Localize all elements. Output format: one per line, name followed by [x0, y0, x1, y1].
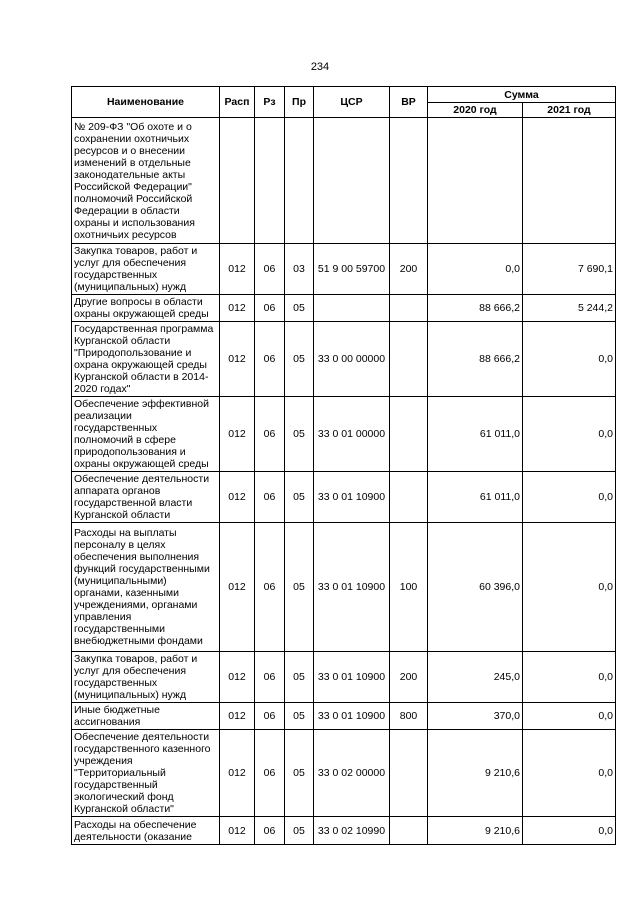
header-2021: 2021 год: [523, 103, 616, 118]
cell-name: Обеспечение деятельности аппарата органов государственной власти Курганской области: [72, 472, 220, 523]
cell-pr: 05: [285, 397, 314, 472]
header-pr: Пр: [285, 87, 314, 118]
cell-name: Обеспечение эффективной реализации государственных полномочий в сфере природопользования и охраны окружающей среды: [72, 397, 220, 472]
cell-rz: 06: [255, 523, 285, 652]
cell-rz: 06: [255, 817, 285, 845]
cell-rasp: [220, 118, 255, 244]
cell-csr: 33 0 00 00000: [314, 322, 390, 397]
cell-rasp: 012: [220, 244, 255, 295]
cell-vr: 200: [390, 244, 428, 295]
cell-pr: 03: [285, 244, 314, 295]
cell-vr: [390, 322, 428, 397]
page-number: 234: [310, 61, 330, 73]
cell-vr: 100: [390, 523, 428, 652]
cell-name: Закупка товаров, работ и услуг для обеспечения государственных (муниципальных) нужд: [72, 652, 220, 703]
cell-y2020: 60 396,0: [428, 523, 523, 652]
cell-vr: [390, 730, 428, 817]
header-rz: Рз: [255, 87, 285, 118]
cell-vr: 800: [390, 703, 428, 730]
cell-rasp: 012: [220, 817, 255, 845]
cell-csr: 33 0 01 10900: [314, 652, 390, 703]
cell-y2021: 0,0: [523, 472, 616, 523]
cell-name: Закупка товаров, работ и услуг для обеспечения государственных (муниципальных) нужд: [72, 244, 220, 295]
cell-y2021: 0,0: [523, 703, 616, 730]
cell-pr: [285, 118, 314, 244]
cell-pr: 05: [285, 472, 314, 523]
cell-rz: 06: [255, 295, 285, 322]
cell-name: Расходы на обеспечение деятельности (оказание: [72, 817, 220, 845]
cell-pr: 05: [285, 817, 314, 845]
cell-y2020: 9 210,6: [428, 817, 523, 845]
table-row: [72, 397, 616, 472]
table-row: [72, 730, 616, 817]
cell-name: Обеспечение деятельности государственного казенного учреждения "Территориальный государственный экологический фонд Курганской области": [72, 730, 220, 817]
cell-csr: 33 0 02 00000: [314, 730, 390, 817]
cell-pr: 05: [285, 295, 314, 322]
cell-rz: 06: [255, 730, 285, 817]
cell-pr: 05: [285, 652, 314, 703]
cell-y2021: 0,0: [523, 523, 616, 652]
cell-pr: 05: [285, 703, 314, 730]
cell-csr: 33 0 01 10900: [314, 472, 390, 523]
cell-rz: 06: [255, 652, 285, 703]
cell-rz: [255, 118, 285, 244]
table-body: [72, 118, 616, 845]
cell-y2021: 5 244,2: [523, 295, 616, 322]
cell-csr: [314, 118, 390, 244]
cell-rz: 06: [255, 472, 285, 523]
cell-csr: 33 0 02 10990: [314, 817, 390, 845]
cell-rz: 06: [255, 322, 285, 397]
cell-csr: 51 9 00 59700: [314, 244, 390, 295]
cell-y2020: 88 666,2: [428, 322, 523, 397]
cell-vr: [390, 817, 428, 845]
cell-name: Расходы на выплаты персоналу в целях обеспечения выполнения функций государственными (муниципальными) органами, казенными учреждениями, органами управления государственными внебюджетными фондами: [72, 523, 220, 652]
cell-y2021: 0,0: [523, 652, 616, 703]
header-csr: ЦСР: [314, 87, 390, 118]
table-row: [72, 472, 616, 523]
cell-rasp: 012: [220, 523, 255, 652]
cell-name: Государственная программа Курганской области "Природопользование и охрана окружающей среды Курганской области в 2014-2020 годах": [72, 322, 220, 397]
budget-table: [71, 86, 616, 845]
table-row: [72, 244, 616, 295]
cell-rz: 06: [255, 703, 285, 730]
cell-pr: 05: [285, 523, 314, 652]
cell-y2021: 0,0: [523, 730, 616, 817]
table-row: [72, 295, 616, 322]
table-row: [72, 322, 616, 397]
cell-y2021: [523, 118, 616, 244]
cell-y2020: 9 210,6: [428, 730, 523, 817]
cell-vr: 200: [390, 652, 428, 703]
cell-name: Иные бюджетные ассигнования: [72, 703, 220, 730]
cell-vr: [390, 118, 428, 244]
cell-y2020: 370,0: [428, 703, 523, 730]
cell-vr: [390, 397, 428, 472]
header-2020: 2020 год: [428, 103, 523, 118]
cell-y2020: 61 011,0: [428, 397, 523, 472]
header-rasp: Расп: [220, 87, 255, 118]
table-row: [72, 817, 616, 845]
cell-rasp: 012: [220, 472, 255, 523]
cell-csr: 33 0 01 10900: [314, 703, 390, 730]
cell-y2020: [428, 118, 523, 244]
cell-rz: 06: [255, 397, 285, 472]
cell-vr: [390, 472, 428, 523]
cell-rasp: 012: [220, 322, 255, 397]
cell-y2020: 245,0: [428, 652, 523, 703]
table-row: [72, 652, 616, 703]
cell-y2021: 7 690,1: [523, 244, 616, 295]
cell-rasp: 012: [220, 652, 255, 703]
table-row: [72, 118, 616, 244]
cell-name: № 209-ФЗ "Об охоте и о сохранении охотничьих ресурсов и о внесении изменений в отдельные законодательные акты Российской Федерации" полномочий Российской Федерации в области охраны и использования охотничьих ресурсов: [72, 118, 220, 244]
table-row: [72, 703, 616, 730]
cell-y2020: 0,0: [428, 244, 523, 295]
header-sum: Сумма: [428, 87, 616, 103]
cell-rasp: 012: [220, 397, 255, 472]
cell-csr: 33 0 01 10900: [314, 523, 390, 652]
cell-y2020: 61 011,0: [428, 472, 523, 523]
cell-rz: 06: [255, 244, 285, 295]
table-row: [72, 523, 616, 652]
cell-name: Другие вопросы в области охраны окружающей среды: [72, 295, 220, 322]
cell-rasp: 012: [220, 703, 255, 730]
cell-y2021: 0,0: [523, 397, 616, 472]
cell-csr: [314, 295, 390, 322]
cell-pr: 05: [285, 730, 314, 817]
cell-y2020: 88 666,2: [428, 295, 523, 322]
cell-vr: [390, 295, 428, 322]
cell-csr: 33 0 01 00000: [314, 397, 390, 472]
header-name: Наименование: [72, 87, 220, 118]
cell-y2021: 0,0: [523, 817, 616, 845]
header-vr: ВР: [390, 87, 428, 118]
cell-pr: 05: [285, 322, 314, 397]
cell-rasp: 012: [220, 295, 255, 322]
cell-rasp: 012: [220, 730, 255, 817]
cell-y2021: 0,0: [523, 322, 616, 397]
